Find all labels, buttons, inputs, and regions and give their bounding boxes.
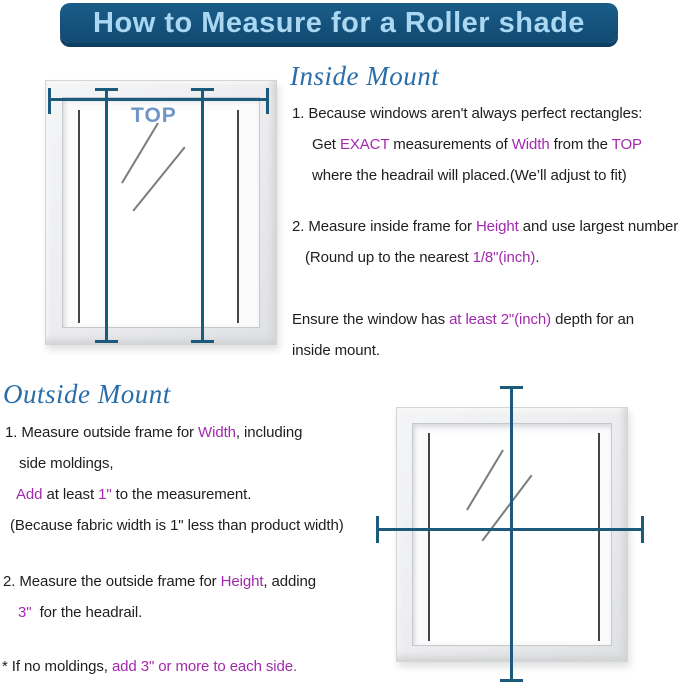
outside-mount-step-2 (3, 566, 316, 628)
step-text-line (292, 211, 678, 242)
window-glass-icon (78, 110, 239, 323)
step-text-line (292, 242, 678, 273)
text-segment: Width (198, 424, 236, 441)
text-segment: depth for an (551, 311, 635, 328)
measure-cap-icon (191, 88, 214, 91)
step-text-line (292, 129, 642, 160)
measure-cap-icon (48, 88, 51, 114)
moldings-footnote (2, 651, 297, 682)
text-segment: Height (220, 573, 264, 590)
step-text-line (5, 417, 344, 448)
measure-cap-icon (191, 340, 214, 343)
step-text-line (292, 160, 642, 191)
text-segment: 1. Measure outside frame for (5, 424, 199, 441)
measure-cap-icon (95, 88, 118, 91)
width-measure-line-icon (49, 98, 268, 101)
top-label: TOP (131, 104, 177, 127)
text-segment: (Because fabric width is 1" less than product width) (10, 517, 344, 534)
height-measure-line-icon (201, 89, 204, 343)
text-segment: inside mount. (292, 342, 380, 359)
note-text-line (292, 335, 634, 366)
text-segment: 1" (98, 486, 112, 503)
step-text-line (5, 448, 344, 479)
measure-cap-icon (641, 516, 644, 543)
text-segment: EXACT (339, 136, 390, 153)
text-segment: . (535, 249, 540, 266)
measure-cap-icon (266, 88, 269, 114)
measure-cap-icon (500, 679, 523, 682)
glass-reflection-icon (466, 449, 504, 510)
height-measure-line-icon (105, 89, 108, 343)
measure-cap-icon (376, 516, 379, 543)
inside-mount-depth-note (292, 304, 634, 366)
step-text-line (5, 510, 344, 541)
window-glass-icon (428, 433, 600, 641)
text-segment: TOP (611, 136, 642, 153)
text-segment: add 3" or more to each side. (111, 658, 298, 675)
text-segment: measurements of (389, 136, 512, 153)
note-text-line (292, 304, 634, 335)
glass-reflection-icon (482, 475, 533, 542)
measure-cap-icon (500, 386, 523, 389)
text-segment: from the (549, 136, 612, 153)
inside-mount-window-illustration (45, 80, 277, 345)
text-segment: 2. Measure the outside frame for (3, 573, 221, 590)
step-text-line (5, 479, 344, 510)
glass-reflection-icon (132, 147, 185, 212)
outside-mount-window-illustration (396, 407, 628, 662)
step-text-line (3, 566, 316, 597)
text-segment: , including (235, 424, 303, 441)
glass-reflection-icon (121, 122, 159, 183)
text-segment: for the headrail. (31, 604, 143, 621)
text-segment: where the headrail will placed.(We’ll adjust to fit) (312, 167, 627, 184)
text-segment: Ensure the window has (292, 311, 450, 328)
text-segment: Add (16, 486, 43, 503)
text-segment: Width (511, 136, 550, 153)
text-segment: * If no moldings, (2, 658, 112, 675)
text-segment: 1/8"(inch) (472, 249, 536, 266)
text-segment: 2. Measure inside frame for (292, 218, 476, 235)
outside-mount-step-1 (5, 417, 344, 541)
text-segment: at least 2"(inch) (449, 311, 552, 328)
text-segment: , adding (263, 573, 317, 590)
step-text-line (3, 597, 316, 628)
text-segment: Get (312, 136, 340, 153)
width-measure-line-icon (377, 528, 643, 531)
text-segment: at least (42, 486, 99, 503)
inside-mount-heading: Inside Mount (290, 61, 440, 91)
inside-mount-step-1 (292, 98, 642, 191)
text-segment: side moldings, (19, 455, 114, 472)
text-segment: 3" (18, 604, 32, 621)
inside-mount-step-2 (292, 211, 678, 273)
step-text-line (292, 98, 642, 129)
text-segment: 1. Because windows aren't always perfect rectangles: (292, 105, 643, 122)
height-measure-line-icon (510, 387, 513, 681)
outside-mount-heading: Outside Mount (3, 379, 171, 409)
page-title: How to Measure for a Roller shade (60, 3, 618, 43)
text-segment: to the measurement. (111, 486, 252, 503)
measure-cap-icon (95, 340, 118, 343)
text-segment: Height (475, 218, 519, 235)
text-segment: (Round up to the nearest (305, 249, 473, 266)
text-segment: and use largest number (518, 218, 679, 235)
footnote-text-line (2, 651, 297, 682)
